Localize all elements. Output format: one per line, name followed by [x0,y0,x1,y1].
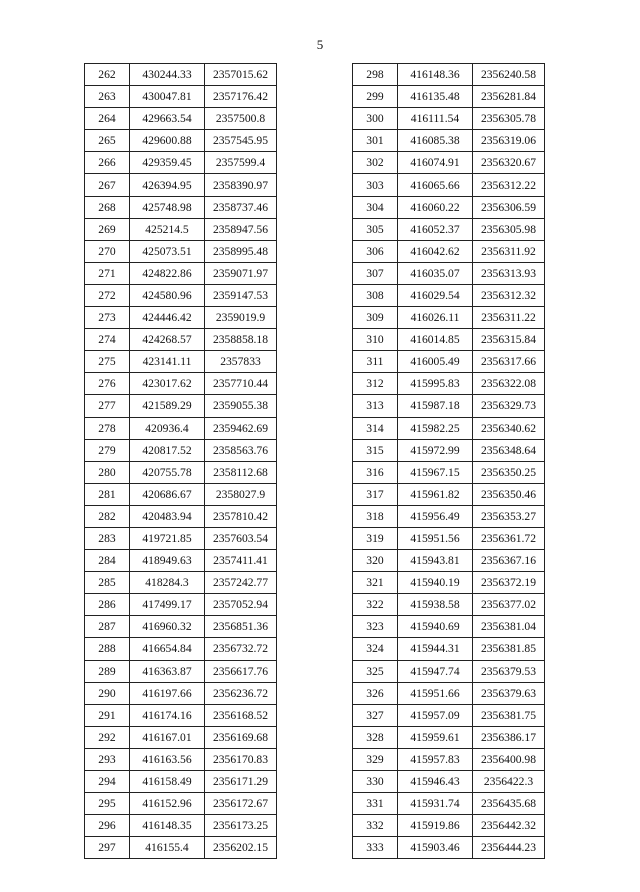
x-coordinate-cell: 430047.81 [130,86,205,108]
y-coordinate-cell: 2357176.42 [205,86,277,108]
point-number-cell: 273 [85,307,130,329]
y-coordinate-cell: 2358947.56 [205,218,277,240]
point-number-cell: 330 [353,771,398,793]
table-row [353,704,545,726]
y-coordinate-cell: 2358995.48 [205,240,277,262]
y-coordinate-cell: 2356169.68 [205,726,277,748]
y-coordinate-cell: 2357833 [205,351,277,373]
y-coordinate-cell: 2357599.4 [205,152,277,174]
y-coordinate-cell: 2356173.25 [205,815,277,837]
point-number-cell: 315 [353,439,398,461]
y-coordinate-cell: 2357015.62 [205,64,277,86]
y-coordinate-cell: 2356170.83 [205,748,277,770]
table-row [85,793,277,815]
point-number-cell: 325 [353,660,398,682]
point-number-cell: 318 [353,505,398,527]
y-coordinate-cell: 2356322.08 [473,373,545,395]
point-number-cell: 290 [85,682,130,704]
x-coordinate-cell: 420686.67 [130,483,205,505]
table-row [353,594,545,616]
y-coordinate-cell: 2356400.98 [473,748,545,770]
point-number-cell: 264 [85,108,130,130]
point-number-cell: 282 [85,505,130,527]
x-coordinate-cell: 420755.78 [130,461,205,483]
point-number-cell: 279 [85,439,130,461]
y-coordinate-cell: 2356350.46 [473,483,545,505]
x-coordinate-cell: 415943.81 [398,550,473,572]
point-number-cell: 268 [85,196,130,218]
point-number-cell: 288 [85,638,130,660]
table-row [353,218,545,240]
table-row [353,174,545,196]
table-row [85,417,277,439]
x-coordinate-cell: 415944.31 [398,638,473,660]
point-number-cell: 304 [353,196,398,218]
point-number-cell: 333 [353,837,398,859]
x-coordinate-cell: 425748.98 [130,196,205,218]
table-row [353,660,545,682]
y-coordinate-cell: 2356202.15 [205,837,277,859]
table-row [85,284,277,306]
page-number: 5 [316,37,324,52]
point-number-cell: 287 [85,616,130,638]
y-coordinate-cell: 2356732.72 [205,638,277,660]
point-number-cell: 265 [85,130,130,152]
y-coordinate-cell: 2356444.23 [473,837,545,859]
point-number-cell: 301 [353,130,398,152]
coordinate-table-right [352,63,545,859]
y-coordinate-cell: 2356851.36 [205,616,277,638]
x-coordinate-cell: 429600.88 [130,130,205,152]
x-coordinate-cell: 429663.54 [130,108,205,130]
point-number-cell: 280 [85,461,130,483]
point-number-cell: 285 [85,572,130,594]
x-coordinate-cell: 429359.45 [130,152,205,174]
point-number-cell: 275 [85,351,130,373]
x-coordinate-cell: 416654.84 [130,638,205,660]
y-coordinate-cell: 2357710.44 [205,373,277,395]
x-coordinate-cell: 426394.95 [130,174,205,196]
x-coordinate-cell: 416111.54 [398,108,473,130]
table-row [353,815,545,837]
table-row [85,616,277,638]
table-body [85,64,277,859]
table-row [85,86,277,108]
table-row [353,284,545,306]
point-number-cell: 321 [353,572,398,594]
y-coordinate-cell: 2356313.93 [473,262,545,284]
point-number-cell: 296 [85,815,130,837]
x-coordinate-cell: 416060.22 [398,196,473,218]
y-coordinate-cell: 2356317.66 [473,351,545,373]
x-coordinate-cell: 430244.33 [130,64,205,86]
table-row [85,108,277,130]
table-row [85,638,277,660]
coordinate-table-left [84,63,277,859]
table-row [353,572,545,594]
y-coordinate-cell: 2356350.25 [473,461,545,483]
x-coordinate-cell: 415947.74 [398,660,473,682]
table-row [85,152,277,174]
x-coordinate-cell: 418949.63 [130,550,205,572]
table-row [353,748,545,770]
x-coordinate-cell: 425214.5 [130,218,205,240]
y-coordinate-cell: 2357545.95 [205,130,277,152]
x-coordinate-cell: 416035.07 [398,262,473,284]
table-row [353,638,545,660]
y-coordinate-cell: 2357500.8 [205,108,277,130]
point-number-cell: 309 [353,307,398,329]
y-coordinate-cell: 2358563.76 [205,439,277,461]
x-coordinate-cell: 416155.4 [130,837,205,859]
table-row [353,505,545,527]
point-number-cell: 271 [85,262,130,284]
y-coordinate-cell: 2356311.92 [473,240,545,262]
y-coordinate-cell: 2359055.38 [205,395,277,417]
x-coordinate-cell: 416052.37 [398,218,473,240]
point-number-cell: 324 [353,638,398,660]
y-coordinate-cell: 2356312.22 [473,174,545,196]
x-coordinate-cell: 420483.94 [130,505,205,527]
y-coordinate-cell: 2359147.53 [205,284,277,306]
point-number-cell: 303 [353,174,398,196]
x-coordinate-cell: 423141.11 [130,351,205,373]
x-coordinate-cell: 415919.86 [398,815,473,837]
x-coordinate-cell: 424580.96 [130,284,205,306]
table-row [85,307,277,329]
y-coordinate-cell: 2356361.72 [473,527,545,549]
y-coordinate-cell: 2356315.84 [473,329,545,351]
x-coordinate-cell: 415957.09 [398,704,473,726]
table-row [353,196,545,218]
table-row [85,594,277,616]
x-coordinate-cell: 416135.48 [398,86,473,108]
y-coordinate-cell: 2356306.59 [473,196,545,218]
point-number-cell: 295 [85,793,130,815]
x-coordinate-cell: 416026.11 [398,307,473,329]
x-coordinate-cell: 421589.29 [130,395,205,417]
table-row [85,262,277,284]
x-coordinate-cell: 416363.87 [130,660,205,682]
table-row [353,616,545,638]
y-coordinate-cell: 2356320.67 [473,152,545,174]
point-number-cell: 293 [85,748,130,770]
y-coordinate-cell: 2357810.42 [205,505,277,527]
y-coordinate-cell: 2356305.78 [473,108,545,130]
y-coordinate-cell: 2356435.68 [473,793,545,815]
y-coordinate-cell: 2356281.84 [473,86,545,108]
point-number-cell: 276 [85,373,130,395]
x-coordinate-cell: 415959.61 [398,726,473,748]
point-number-cell: 274 [85,329,130,351]
y-coordinate-cell: 2358858.18 [205,329,277,351]
point-number-cell: 297 [85,837,130,859]
point-number-cell: 294 [85,771,130,793]
x-coordinate-cell: 415931.74 [398,793,473,815]
y-coordinate-cell: 2356377.02 [473,594,545,616]
point-number-cell: 302 [353,152,398,174]
point-number-cell: 306 [353,240,398,262]
x-coordinate-cell: 416163.56 [130,748,205,770]
y-coordinate-cell: 2358737.46 [205,196,277,218]
table-row [353,130,545,152]
y-coordinate-cell: 2357603.54 [205,527,277,549]
y-coordinate-cell: 2356386.17 [473,726,545,748]
x-coordinate-cell: 415940.69 [398,616,473,638]
x-coordinate-cell: 418284.3 [130,572,205,594]
table-row [85,815,277,837]
x-coordinate-cell: 416152.96 [130,793,205,815]
table-row [85,373,277,395]
point-number-cell: 269 [85,218,130,240]
point-number-cell: 277 [85,395,130,417]
y-coordinate-cell: 2359071.97 [205,262,277,284]
point-number-cell: 320 [353,550,398,572]
table-row [85,329,277,351]
point-number-cell: 266 [85,152,130,174]
x-coordinate-cell: 416005.49 [398,351,473,373]
point-number-cell: 319 [353,527,398,549]
table-row [85,218,277,240]
table-row [353,329,545,351]
table-row [85,682,277,704]
x-coordinate-cell: 423017.62 [130,373,205,395]
table-row [85,64,277,86]
point-number-cell: 332 [353,815,398,837]
y-coordinate-cell: 2356381.85 [473,638,545,660]
point-number-cell: 328 [353,726,398,748]
x-coordinate-cell: 417499.17 [130,594,205,616]
y-coordinate-cell: 2356379.63 [473,682,545,704]
y-coordinate-cell: 2356312.32 [473,284,545,306]
x-coordinate-cell: 416197.66 [130,682,205,704]
point-number-cell: 327 [353,704,398,726]
x-coordinate-cell: 416029.54 [398,284,473,306]
point-number-cell: 278 [85,417,130,439]
y-coordinate-cell: 2356372.19 [473,572,545,594]
point-number-cell: 286 [85,594,130,616]
table-row [85,395,277,417]
x-coordinate-cell: 424822.86 [130,262,205,284]
table-row [85,726,277,748]
x-coordinate-cell: 425073.51 [130,240,205,262]
y-coordinate-cell: 2356617.76 [205,660,277,682]
table-row [85,505,277,527]
table-row [353,262,545,284]
table-row [85,704,277,726]
y-coordinate-cell: 2356348.64 [473,439,545,461]
table-row [353,395,545,417]
point-number-cell: 262 [85,64,130,86]
table-row [85,196,277,218]
x-coordinate-cell: 415938.58 [398,594,473,616]
y-coordinate-cell: 2358112.68 [205,461,277,483]
y-coordinate-cell: 2356379.53 [473,660,545,682]
x-coordinate-cell: 415967.15 [398,461,473,483]
point-number-cell: 322 [353,594,398,616]
table-row [353,152,545,174]
point-number-cell: 311 [353,351,398,373]
y-coordinate-cell: 2356305.98 [473,218,545,240]
table-row [85,771,277,793]
y-coordinate-cell: 2357411.41 [205,550,277,572]
x-coordinate-cell: 419721.85 [130,527,205,549]
point-number-cell: 291 [85,704,130,726]
point-number-cell: 310 [353,329,398,351]
y-coordinate-cell: 2356367.16 [473,550,545,572]
point-number-cell: 329 [353,748,398,770]
x-coordinate-cell: 416074.91 [398,152,473,174]
point-number-cell: 267 [85,174,130,196]
x-coordinate-cell: 415946.43 [398,771,473,793]
table-row [353,483,545,505]
x-coordinate-cell: 415982.25 [398,417,473,439]
table-row [353,351,545,373]
table-row [85,240,277,262]
point-number-cell: 299 [353,86,398,108]
point-number-cell: 272 [85,284,130,306]
y-coordinate-cell: 2356240.58 [473,64,545,86]
table-row [353,86,545,108]
point-number-cell: 284 [85,550,130,572]
table-row [353,64,545,86]
y-coordinate-cell: 2359019.9 [205,307,277,329]
y-coordinate-cell: 2356381.75 [473,704,545,726]
x-coordinate-cell: 416167.01 [130,726,205,748]
y-coordinate-cell: 2356381.04 [473,616,545,638]
x-coordinate-cell: 415903.46 [398,837,473,859]
y-coordinate-cell: 2357242.77 [205,572,277,594]
point-number-cell: 308 [353,284,398,306]
table-row [353,793,545,815]
table-row [85,174,277,196]
table-row [353,373,545,395]
x-coordinate-cell: 416085.38 [398,130,473,152]
point-number-cell: 300 [353,108,398,130]
point-number-cell: 270 [85,240,130,262]
x-coordinate-cell: 415957.83 [398,748,473,770]
point-number-cell: 292 [85,726,130,748]
y-coordinate-cell: 2358027.9 [205,483,277,505]
x-coordinate-cell: 416014.85 [398,329,473,351]
point-number-cell: 326 [353,682,398,704]
table-row [353,108,545,130]
table-row [85,130,277,152]
x-coordinate-cell: 415956.49 [398,505,473,527]
table-row [353,307,545,329]
y-coordinate-cell: 2356319.06 [473,130,545,152]
table-row [85,660,277,682]
x-coordinate-cell: 416148.35 [130,815,205,837]
x-coordinate-cell: 415995.83 [398,373,473,395]
x-coordinate-cell: 415951.66 [398,682,473,704]
x-coordinate-cell: 415940.19 [398,572,473,594]
y-coordinate-cell: 2356422.3 [473,771,545,793]
table-row [353,439,545,461]
table-row [85,527,277,549]
table-row [85,572,277,594]
x-coordinate-cell: 420817.52 [130,439,205,461]
x-coordinate-cell: 415951.56 [398,527,473,549]
table-row [85,483,277,505]
point-number-cell: 312 [353,373,398,395]
table-row [353,837,545,859]
x-coordinate-cell: 416174.16 [130,704,205,726]
point-number-cell: 281 [85,483,130,505]
table-row [85,748,277,770]
point-number-cell: 317 [353,483,398,505]
table-row [353,726,545,748]
y-coordinate-cell: 2356236.72 [205,682,277,704]
point-number-cell: 305 [353,218,398,240]
point-number-cell: 323 [353,616,398,638]
y-coordinate-cell: 2356311.22 [473,307,545,329]
table-row [353,461,545,483]
y-coordinate-cell: 2356340.62 [473,417,545,439]
table-row [85,351,277,373]
y-coordinate-cell: 2356168.52 [205,704,277,726]
point-number-cell: 298 [353,64,398,86]
x-coordinate-cell: 415961.82 [398,483,473,505]
point-number-cell: 283 [85,527,130,549]
table-row [353,527,545,549]
point-number-cell: 307 [353,262,398,284]
point-number-cell: 331 [353,793,398,815]
table-body [353,64,545,859]
x-coordinate-cell: 424446.42 [130,307,205,329]
x-coordinate-cell: 416065.66 [398,174,473,196]
point-number-cell: 289 [85,660,130,682]
point-number-cell: 313 [353,395,398,417]
x-coordinate-cell: 416042.62 [398,240,473,262]
y-coordinate-cell: 2356353.27 [473,505,545,527]
x-coordinate-cell: 424268.57 [130,329,205,351]
y-coordinate-cell: 2359462.69 [205,417,277,439]
table-row [353,417,545,439]
y-coordinate-cell: 2356172.67 [205,793,277,815]
point-number-cell: 263 [85,86,130,108]
table-row [353,240,545,262]
y-coordinate-cell: 2356329.73 [473,395,545,417]
x-coordinate-cell: 416148.36 [398,64,473,86]
y-coordinate-cell: 2357052.94 [205,594,277,616]
y-coordinate-cell: 2358390.97 [205,174,277,196]
x-coordinate-cell: 420936.4 [130,417,205,439]
x-coordinate-cell: 415987.18 [398,395,473,417]
y-coordinate-cell: 2356171.29 [205,771,277,793]
table-row [85,439,277,461]
point-number-cell: 316 [353,461,398,483]
table-row [353,682,545,704]
y-coordinate-cell: 2356442.32 [473,815,545,837]
table-row [353,771,545,793]
table-row [353,550,545,572]
x-coordinate-cell: 416960.32 [130,616,205,638]
table-row [85,550,277,572]
point-number-cell: 314 [353,417,398,439]
table-row [85,837,277,859]
table-row [85,461,277,483]
x-coordinate-cell: 415972.99 [398,439,473,461]
x-coordinate-cell: 416158.49 [130,771,205,793]
